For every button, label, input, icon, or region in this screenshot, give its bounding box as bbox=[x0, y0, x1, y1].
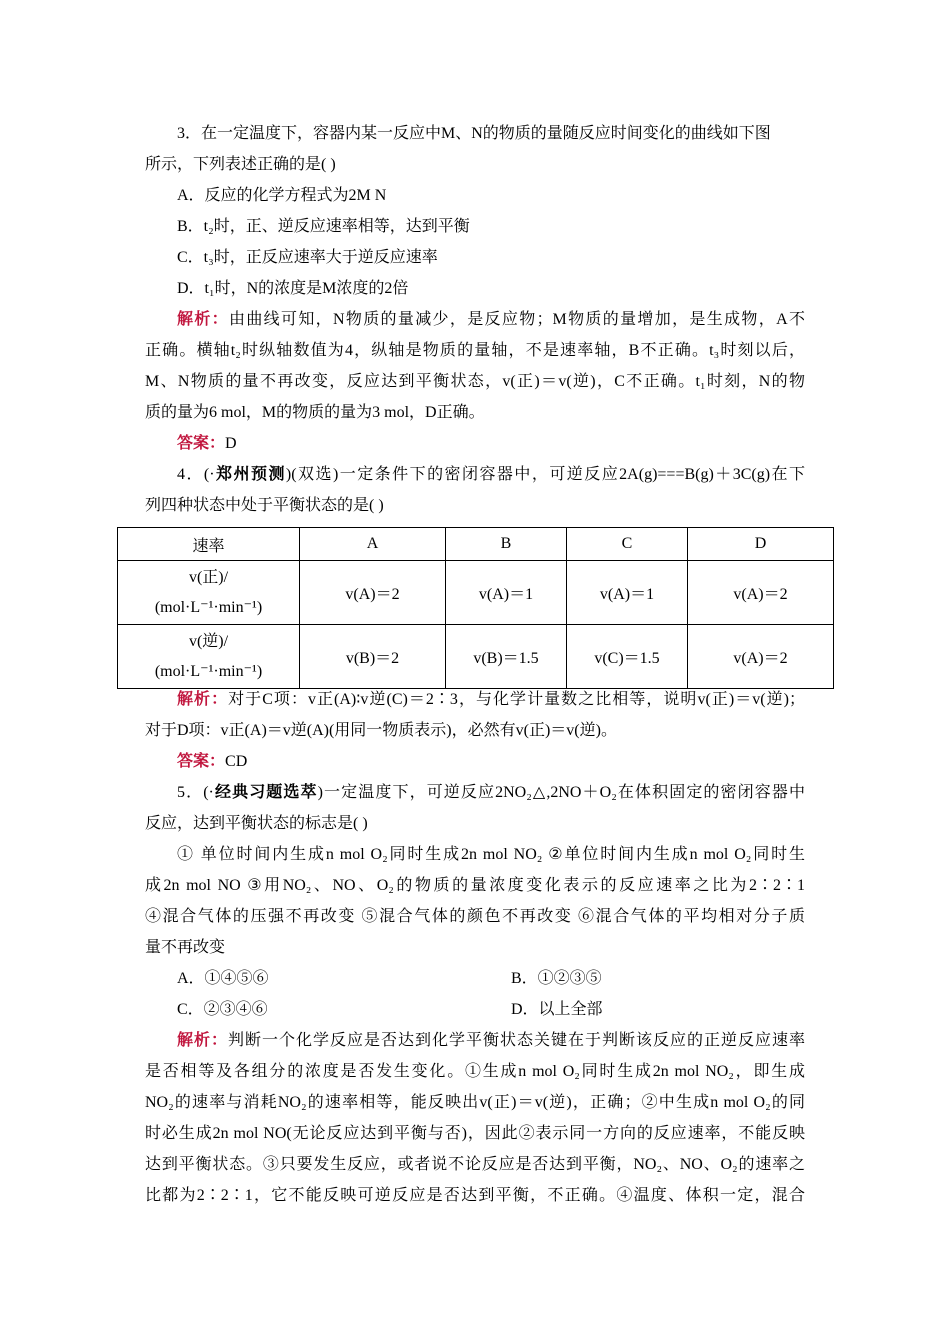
table-cell: v(A)＝2 bbox=[688, 625, 834, 689]
q5-conditions-line-4: 量不再改变 bbox=[145, 939, 226, 956]
header-cell: 速率 bbox=[118, 528, 300, 561]
table-cell: v(B)＝1.5 bbox=[446, 625, 567, 689]
q5-number: 5．(· bbox=[177, 784, 214, 801]
q5-analysis-line-4: 时必生成2n mol NO(无论反应达到平衡与否)，因此②表示同一方向的反应速率，不能反映 bbox=[145, 1125, 805, 1142]
q3-option-d: D．t₁时，N的浓度是M浓度的2倍 bbox=[177, 280, 409, 297]
row-label-unit: (mol·L⁻¹·min⁻¹) bbox=[154, 662, 263, 680]
row-label-line: v(逆)/ bbox=[188, 632, 229, 650]
q4-analysis-line-2: 对于D项：v正(A)＝v逆(A)(用同一物质表示)，必然有v(正)＝v(逆)。 bbox=[145, 722, 617, 739]
table-cell: v(A)＝2 bbox=[688, 561, 834, 625]
q5-analysis-line-3: NO₂的速率与消耗NO₂的速率相等，能反映出v(正)＝v(逆)，正确；②中生成n mol O₂的同 bbox=[145, 1094, 805, 1111]
q4-stem-text: )(双选)一定条件下的密闭容器中，可逆反应2A(g)===B(g)＋3C(g)在下 bbox=[285, 466, 805, 483]
q5-conditions-line-2: 成2n mol NO ③用NO₂、NO、O₂的物质的量浓度变化表示的反应速率之比为2∶2∶1 bbox=[145, 877, 805, 894]
rate-table bbox=[117, 527, 834, 689]
q5-option-a: A．①④⑤⑥ bbox=[177, 970, 269, 987]
header-cell: D bbox=[688, 528, 834, 561]
q5-option-c: C．②③④⑥ bbox=[177, 1001, 268, 1018]
answer-label: 答案： bbox=[177, 435, 226, 452]
analysis-label: 解析： bbox=[177, 311, 229, 328]
header-cell: A bbox=[300, 528, 446, 561]
q3-analysis-line-2: 正确。横轴t₂时纵轴数值为4，纵轴是物质的量轴，不是速率轴，B不正确。t₃时刻以后， bbox=[145, 342, 805, 359]
q5-analysis-line-1 bbox=[177, 1031, 805, 1051]
q3-analysis-line-3: M、N物质的量不再改变，反应达到平衡状态，v(正)＝v(逆)，C不正确。t₁时刻，N的物 bbox=[145, 373, 805, 390]
analysis-text: 对于C项：v正(A)∶v逆(C)＝2∶3，与化学计量数之比相等，说明v(正)＝v(逆)； bbox=[228, 691, 805, 708]
answer-label: 答案： bbox=[177, 753, 226, 770]
table-header-row bbox=[118, 528, 834, 561]
q5-analysis-line-6: 比都为2∶2∶1，它不能反映可逆反应是否达到平衡，不正确。④温度、体积一定，混合 bbox=[145, 1187, 805, 1204]
row-label-unit: (mol·L⁻¹·min⁻¹) bbox=[154, 598, 263, 616]
table-cell: v(A)＝1 bbox=[446, 561, 567, 625]
q5-source: 经典习题选萃 bbox=[213, 784, 318, 801]
q3-analysis-line-1 bbox=[177, 310, 805, 330]
q4-stem-line-1 bbox=[177, 465, 805, 485]
q5-analysis-line-5: 达到平衡状态。③只要发生反应，或者说不论反应是否达到平衡，NO₂、NO、O₂的速率之 bbox=[145, 1156, 805, 1173]
q5-stem-text: )一定温度下，可逆反应2NO₂△,2NO＋O₂在体积固定的密闭容器中 bbox=[317, 784, 805, 801]
q5-option-d: D．以上全部 bbox=[511, 1001, 603, 1018]
q4-analysis-line-1 bbox=[177, 690, 805, 710]
q4-answer bbox=[177, 752, 837, 772]
row-label bbox=[118, 561, 300, 625]
q3-analysis-line-4: 质的量为6 mol，M的物质的量为3 mol，D正确。 bbox=[145, 404, 485, 421]
q5-stem-line-1 bbox=[177, 783, 805, 803]
header-cell: C bbox=[567, 528, 688, 561]
table-row bbox=[118, 625, 834, 689]
q5-conditions-line-3: ④混合气体的压强不再改变 ⑤混合气体的颜色不再改变 ⑥混合气体的平均相对分子质 bbox=[145, 908, 805, 925]
q3-option-b: B．t₂时，正、逆反应速率相等，达到平衡 bbox=[177, 218, 470, 235]
header-cell: B bbox=[446, 528, 567, 561]
answer-value: D bbox=[225, 435, 237, 452]
row-label-line: v(正)/ bbox=[188, 568, 229, 586]
q4-source: 郑州预测 bbox=[214, 466, 286, 483]
q3-stem-line-2: 所示，下列表述正确的是( ) bbox=[145, 156, 336, 173]
q3-option-c: C．t₃时，正反应速率大于逆反应速率 bbox=[177, 249, 438, 266]
q5-analysis-line-2: 是否相等及各组分的浓度是否发生变化。①生成n mol O₂同时生成2n mol NO₂，即生成 bbox=[145, 1063, 805, 1080]
q5-stem-line-2: 反应，达到平衡状态的标志是( ) bbox=[145, 815, 368, 832]
row-label bbox=[118, 625, 300, 689]
q5-conditions-line-1: ① 单位时间内生成n mol O₂同时生成2n mol NO₂ ②单位时间内生成n mol O₂同时生 bbox=[177, 846, 805, 863]
table-cell: v(C)＝1.5 bbox=[567, 625, 688, 689]
q5-option-b: B．①②③⑤ bbox=[511, 970, 602, 987]
analysis-text: 由曲线可知，N物质的量减少，是反应物；M物质的量增加，是生成物，A不 bbox=[229, 311, 805, 328]
q3-answer bbox=[177, 434, 837, 454]
q4-stem-line-2: 列四种状态中处于平衡状态的是( ) bbox=[145, 497, 384, 514]
analysis-label: 解析： bbox=[177, 691, 229, 708]
table-row bbox=[118, 561, 834, 625]
table-cell: v(A)＝1 bbox=[567, 561, 688, 625]
q3-option-a: A．反应的化学方程式为2M N bbox=[177, 187, 387, 204]
answer-value: CD bbox=[225, 753, 248, 770]
analysis-text: 判断一个化学反应是否达到化学平衡状态关键在于判断该反应的正逆反应速率 bbox=[228, 1032, 805, 1049]
table-cell: v(B)＝2 bbox=[300, 625, 446, 689]
q4-number: 4．(· bbox=[177, 466, 215, 483]
table-cell: v(A)＝2 bbox=[300, 561, 446, 625]
q3-stem-line-1: 3．在一定温度下，容器内某一反应中M、N的物质的量随反应时间变化的曲线如下图 bbox=[177, 125, 771, 142]
analysis-label: 解析： bbox=[177, 1032, 228, 1049]
